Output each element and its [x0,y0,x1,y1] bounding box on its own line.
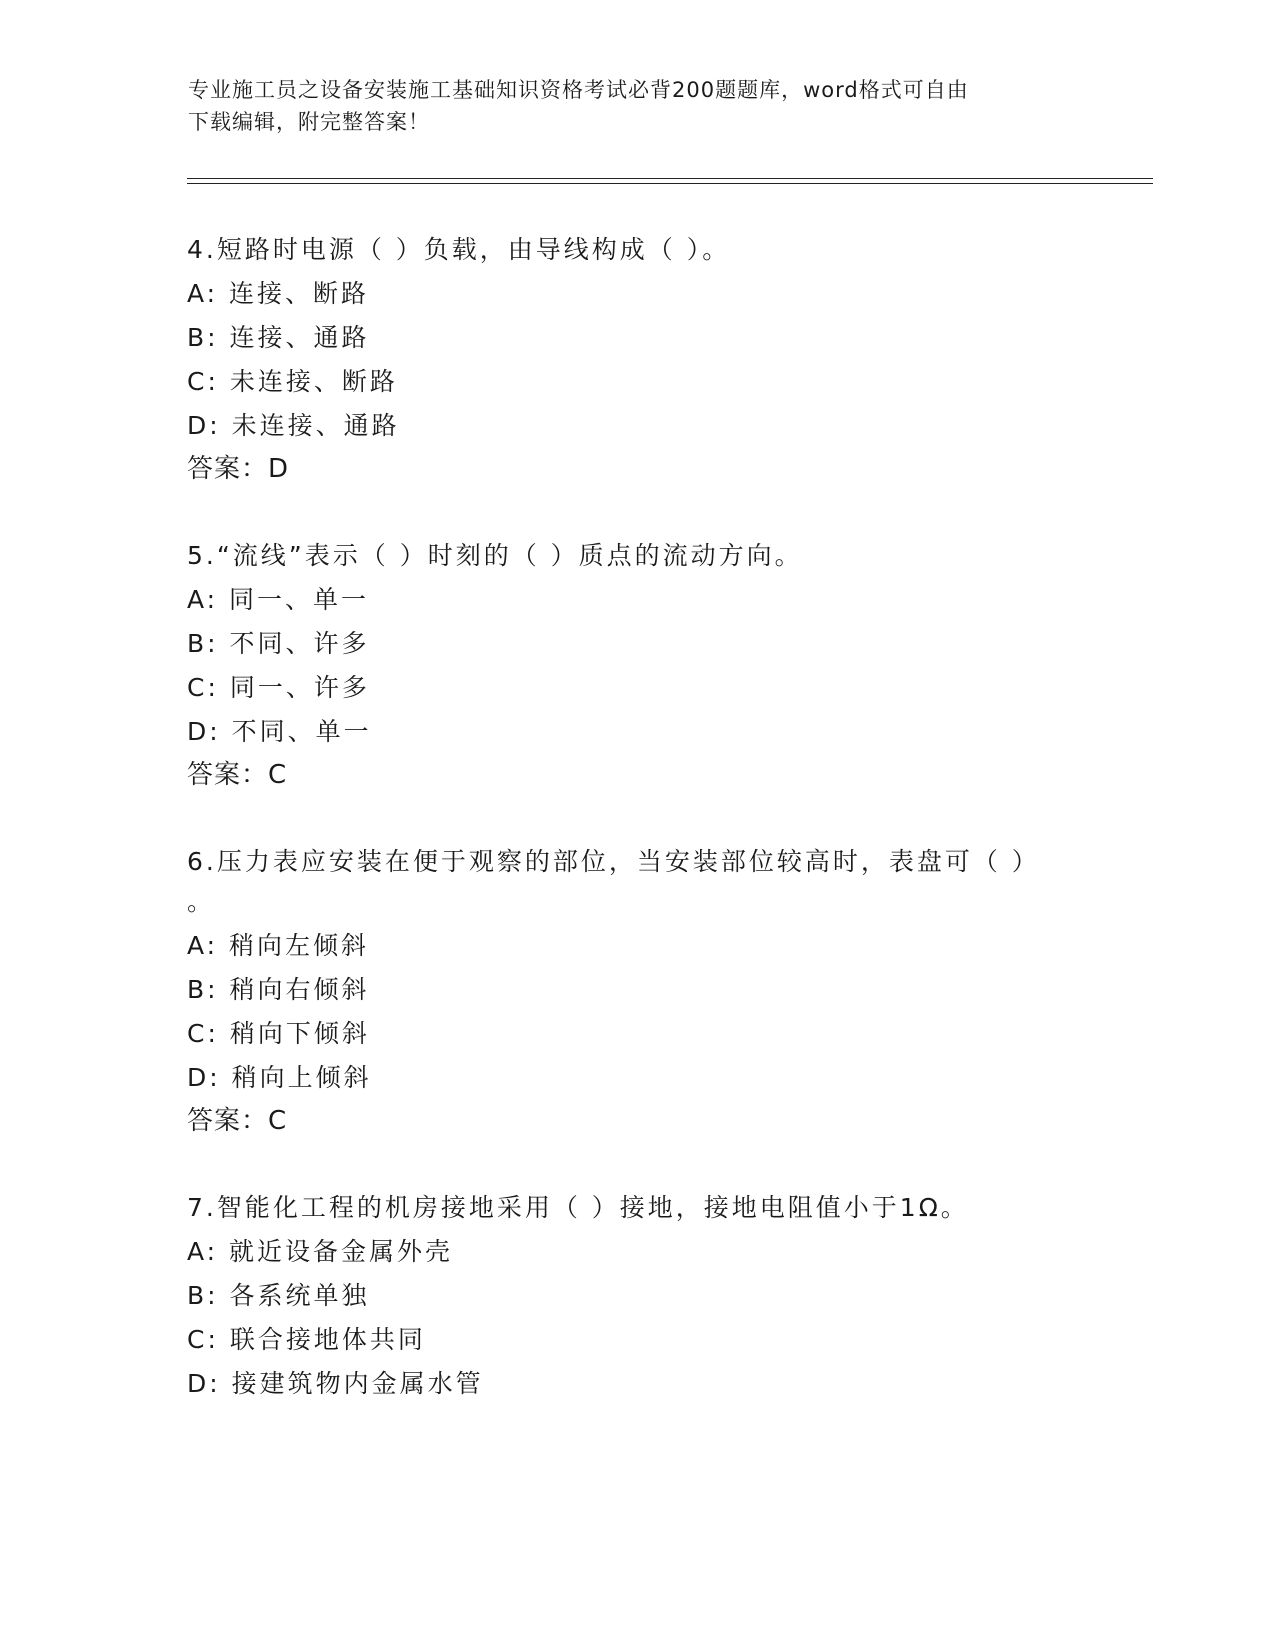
question-stem: 5.“流线”表示（ ）时刻的（ ）质点的流动方向。 [187,541,803,570]
option-a: A: 稍向左倾斜 [187,931,370,960]
option-c: C: 稍向下倾斜 [187,1019,370,1048]
question-stem: 7.智能化工程的机房接地采用（ ）接地，接地电阻值小于1Ω。 [187,1193,969,1222]
option-b: B: 稍向右倾斜 [187,975,370,1004]
header-title-line-1: 专业施工员之设备安装施工基础知识资格考试必背200题题库，word格式可自由 [188,78,969,102]
option-a: A: 连接、断路 [187,279,370,308]
option-d: D: 接建筑物内金属水管 [187,1369,484,1398]
option-c: C: 同一、许多 [187,673,370,702]
option-c: C: 未连接、断路 [187,367,398,396]
header-divider-bottom [187,183,1153,184]
question-stem: 4.短路时电源（ ）负载，由导线构成（ ）。 [187,235,731,264]
header-title-line-2: 下载编辑，附完整答案！ [188,110,430,134]
option-d: D: 不同、单一 [187,717,372,746]
answer: 答案：D [187,454,290,484]
option-d: D: 稍向上倾斜 [187,1063,372,1092]
question-stem-continued: 。 [187,887,216,916]
option-c: C: 联合接地体共同 [187,1325,426,1354]
option-b: B: 不同、许多 [187,629,370,658]
header-divider-top [187,178,1153,179]
option-a: A: 同一、单一 [187,585,370,614]
option-d: D: 未连接、通路 [187,411,400,440]
option-a: A: 就近设备金属外壳 [187,1237,454,1266]
question-stem: 6.压力表应安装在便于观察的部位，当安装部位较高时，表盘可（ ） [187,847,1040,876]
option-b: B: 连接、通路 [187,323,370,352]
document-header [188,74,1068,138]
answer: 答案：C [187,1106,288,1136]
answer: 答案：C [187,760,288,790]
option-b: B: 各系统单独 [187,1281,370,1310]
